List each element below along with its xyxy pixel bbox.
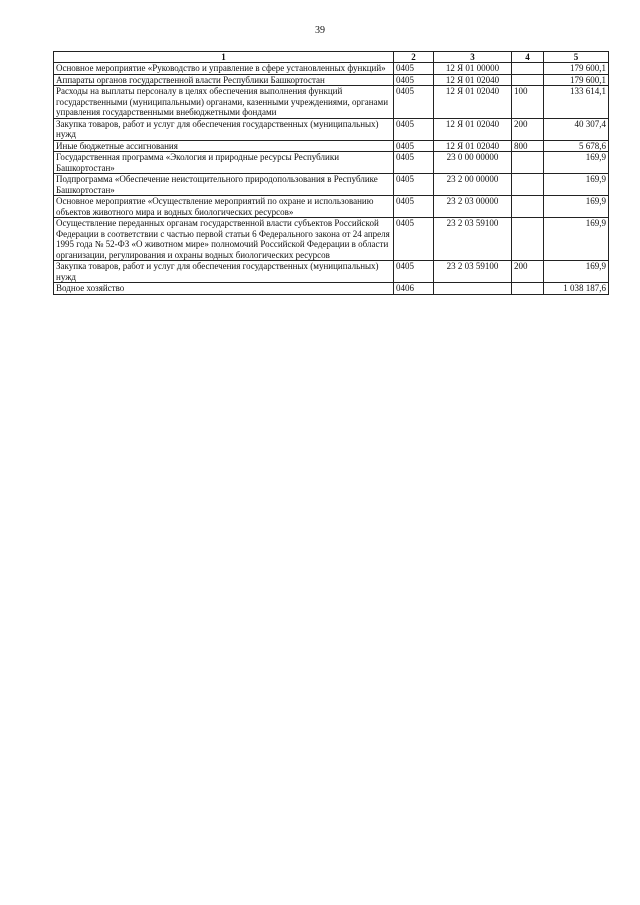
cell-section: 0405: [394, 196, 434, 218]
cell-code: 23 0 00 00000: [434, 152, 512, 174]
table-row: [54, 63, 609, 75]
cell-name: Водное хозяйство: [54, 283, 394, 295]
cell-section: 0405: [394, 86, 434, 119]
cell-amount: 169,9: [544, 174, 609, 196]
cell-section: 0405: [394, 261, 434, 283]
cell-amount: 169,9: [544, 152, 609, 174]
cell-amount: 179 600,1: [544, 63, 609, 75]
cell-amount: 169,9: [544, 218, 609, 261]
cell-section: 0405: [394, 63, 434, 75]
cell-code: 12 Я 01 00000: [434, 63, 512, 75]
cell-name: Подпрограмма «Обеспечение неистощительного природопользования в Республике Башкортостан»: [54, 174, 394, 196]
cell-amount: 5 678,6: [544, 140, 609, 152]
cell-amount: 1 038 187,6: [544, 283, 609, 295]
cell-type: [512, 174, 544, 196]
cell-name: Основное мероприятие «Осуществление мероприятий по охране и использованию объектов животного мира и водных биологических ресурсов»: [54, 196, 394, 218]
cell-type: [512, 74, 544, 86]
cell-type: [512, 196, 544, 218]
table-row: [54, 152, 609, 174]
cell-code: 23 2 03 59100: [434, 218, 512, 261]
cell-section: 0405: [394, 118, 434, 140]
table-row: [54, 196, 609, 218]
table-row: [54, 118, 609, 140]
header-type: 4: [512, 52, 544, 63]
cell-type: 100: [512, 86, 544, 119]
cell-type: [512, 283, 544, 295]
cell-code: 12 Я 01 02040: [434, 140, 512, 152]
table-header-row: [54, 52, 609, 63]
table-row: [54, 174, 609, 196]
header-name: 1: [54, 52, 394, 63]
table-row: [54, 261, 609, 283]
cell-amount: 133 614,1: [544, 86, 609, 119]
cell-name: Государственная программа «Экология и природные ресурсы Республики Башкортостан»: [54, 152, 394, 174]
cell-section: 0406: [394, 283, 434, 295]
cell-name: Закупка товаров, работ и услуг для обеспечения государственных (муниципальных) нужд: [54, 118, 394, 140]
cell-code: 12 Я 01 02040: [434, 118, 512, 140]
cell-name: Расходы на выплаты персоналу в целях обеспечения выполнения функций государственными (муниципальными) органами, казенными учреждениями, органами управления государственными внебюджетными фондами: [54, 86, 394, 119]
cell-type: [512, 63, 544, 75]
cell-section: 0405: [394, 152, 434, 174]
cell-code: 23 2 03 00000: [434, 196, 512, 218]
table-row: [54, 283, 609, 295]
cell-type: 800: [512, 140, 544, 152]
cell-code: [434, 283, 512, 295]
header-amount: 5: [544, 52, 609, 63]
cell-code: 23 2 00 00000: [434, 174, 512, 196]
table-row: [54, 218, 609, 261]
cell-type: [512, 218, 544, 261]
cell-section: 0405: [394, 74, 434, 86]
cell-code: 23 2 03 59100: [434, 261, 512, 283]
cell-type: 200: [512, 261, 544, 283]
header-code: 3: [434, 52, 512, 63]
cell-section: 0405: [394, 218, 434, 261]
cell-name: Осуществление переданных органам государственной власти субъектов Российской Федерации в соответствии с частью первой статьи 6 Федерального закона от 24 апреля 1995 года № 52-ФЗ «О животном мире» полномочий Российской Федерации в области организации, регулирования и охраны водных биологических ресурсов: [54, 218, 394, 261]
table-row: [54, 140, 609, 152]
cell-amount: 169,9: [544, 196, 609, 218]
table-row: [54, 86, 609, 119]
cell-type: [512, 152, 544, 174]
cell-code: 12 Я 01 02040: [434, 86, 512, 119]
cell-amount: 179 600,1: [544, 74, 609, 86]
cell-name: Иные бюджетные ассигнования: [54, 140, 394, 152]
cell-section: 0405: [394, 174, 434, 196]
cell-name: Основное мероприятие «Руководство и управление в сфере установленных функций»: [54, 63, 394, 75]
cell-name: Аппараты органов государственной власти Республики Башкортостан: [54, 74, 394, 86]
cell-type: 200: [512, 118, 544, 140]
cell-code: 12 Я 01 02040: [434, 74, 512, 86]
budget-table: [53, 51, 609, 295]
cell-amount: 40 307,4: [544, 118, 609, 140]
page-number: 39: [315, 25, 325, 36]
cell-name: Закупка товаров, работ и услуг для обеспечения государственных (муниципальных) нужд: [54, 261, 394, 283]
cell-section: 0405: [394, 140, 434, 152]
table-row: [54, 74, 609, 86]
header-section: 2: [394, 52, 434, 63]
cell-amount: 169,9: [544, 261, 609, 283]
